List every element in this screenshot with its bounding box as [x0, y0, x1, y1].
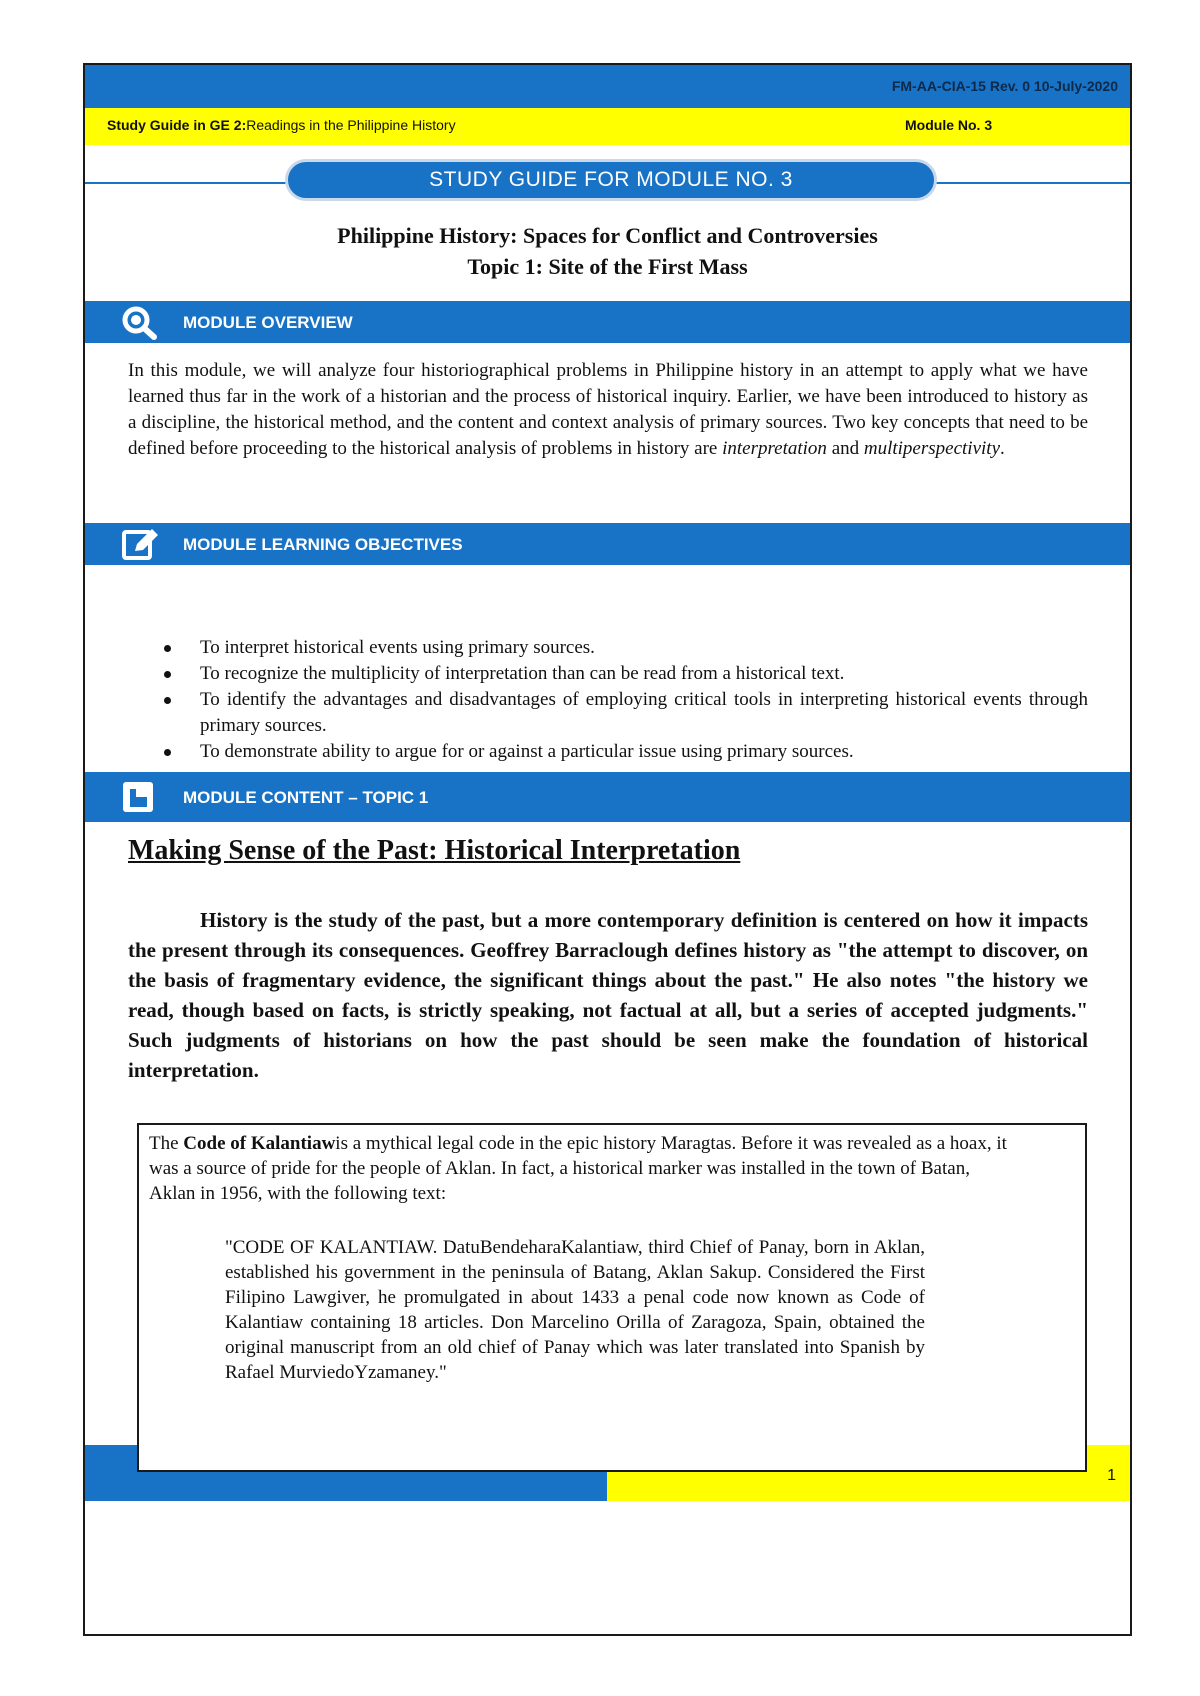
content-heading: Making Sense of the Past: Historical Interpretation: [128, 835, 741, 866]
header-bar: [85, 65, 1130, 108]
objective-text: To identify the advantages and disadvantages of employing critical tools in interpreting historical events through primary sources.: [200, 689, 1088, 736]
guide-label: Study Guide in GE 2:: [107, 117, 247, 133]
overview-paragraph: [128, 358, 1088, 462]
bullet: [164, 749, 171, 756]
objectives-list: [128, 635, 1088, 765]
page-title: Philippine History: Spaces for Conflict and Controversies: [337, 223, 878, 248]
objective-text: To interpret historical events using primary sources.: [200, 637, 595, 658]
term-interpretation: interpretation: [722, 438, 827, 459]
guide-course: Readings in the Philippine History: [246, 117, 456, 133]
objective-text: To demonstrate ability to argue for or against a particular issue using primary sources.: [200, 741, 854, 762]
form-code: FM-AA-CIA-15 Rev. 0 10-July-2020: [891, 78, 1118, 94]
callout-intro: [149, 1131, 1009, 1206]
callout-intro-text: is a mythical legal code in the epic history Maragtas. Before it was revealed as a hoax, it was a source of pride for the people of Aklan. In fact, a historical marker was installed in the town of Batan, Aklan in 1956, with the following text:: [149, 1133, 1007, 1204]
study-guide-title: [107, 117, 456, 133]
list-item: [128, 739, 1088, 765]
magnifier-icon: [121, 305, 161, 346]
list-item: [128, 635, 1088, 661]
bullet: [164, 697, 171, 704]
edit-icon: [121, 527, 161, 568]
callout-term: Code of Kalantiaw: [183, 1133, 336, 1154]
document-page: [83, 63, 1132, 1636]
section-objectives-label: MODULE LEARNING OBJECTIVES: [183, 535, 463, 554]
book-icon: [121, 780, 161, 821]
section-overview-bar: [85, 301, 1130, 343]
list-item: [128, 661, 1088, 687]
overview-end: .: [1000, 438, 1005, 459]
callout-prefix: The: [149, 1133, 184, 1154]
term-multiperspectivity: multiperspectivity: [863, 438, 1001, 459]
bullet: [164, 671, 171, 678]
topic-title: Topic 1: Site of the First Mass: [467, 254, 748, 279]
module-number: Module No. 3: [905, 117, 993, 133]
section-overview-label: MODULE OVERVIEW: [183, 313, 353, 332]
kalantiaw-callout: [137, 1123, 1087, 1472]
overview-conj: and: [826, 438, 864, 459]
section-objectives-bar: [85, 523, 1130, 565]
section-content-label: MODULE CONTENT – TOPIC 1: [183, 788, 429, 807]
callout-quote: "CODE OF KALANTIAW. DatuBendeharaKalantiaw, third Chief of Panay, born in Aklan, established his government in the peninsula of Batang, Aklan Sakup. Considered the First Filipino Lawgiver, he promulgated in about 1433 a penal code now known as Code of Kalantiaw containing 18 articles. Don Marcelino Orilla of Zaragoza, Spain, obtained the original manuscript from an old chief of Panay which was later translated into Spanish by Rafael MurviedoYzamaney.": [225, 1237, 925, 1383]
list-item: [128, 687, 1088, 739]
page-number: 1: [1107, 1467, 1116, 1484]
objective-text: To recognize the multiplicity of interpretation than can be read from a historical text.: [200, 663, 845, 684]
overview-text: In this module, we will analyze four historiographical problems in Philippine history in an attempt to apply what we have learned thus far in the work of a historian and the process of historical inquiry. Earlier, we have been introduced to history as a discipline, the historical method, and the content and context analysis of primary sources. Two key concepts that need to be defined before proceeding to the historical analysis of problems in history are: [128, 360, 1088, 459]
module-banner: STUDY GUIDE FOR MODULE NO. 3: [285, 159, 937, 201]
section-content-bar: [85, 772, 1130, 822]
content-paragraph: History is the study of the past, but a more contemporary definition is centered on how it impacts the present through its consequences. Geoffrey Barraclough defines history as "the attempt to discover, on the basis of fragmentary evidence, the significant things about the past." He also notes "the history we read, though based on facts, is strictly speaking, not factual at all, but a series of accepted judgments." Such judgments of historians on how the past should be seen make the foundation of historical interpretation.: [128, 908, 1088, 1082]
bullet: [164, 645, 171, 652]
